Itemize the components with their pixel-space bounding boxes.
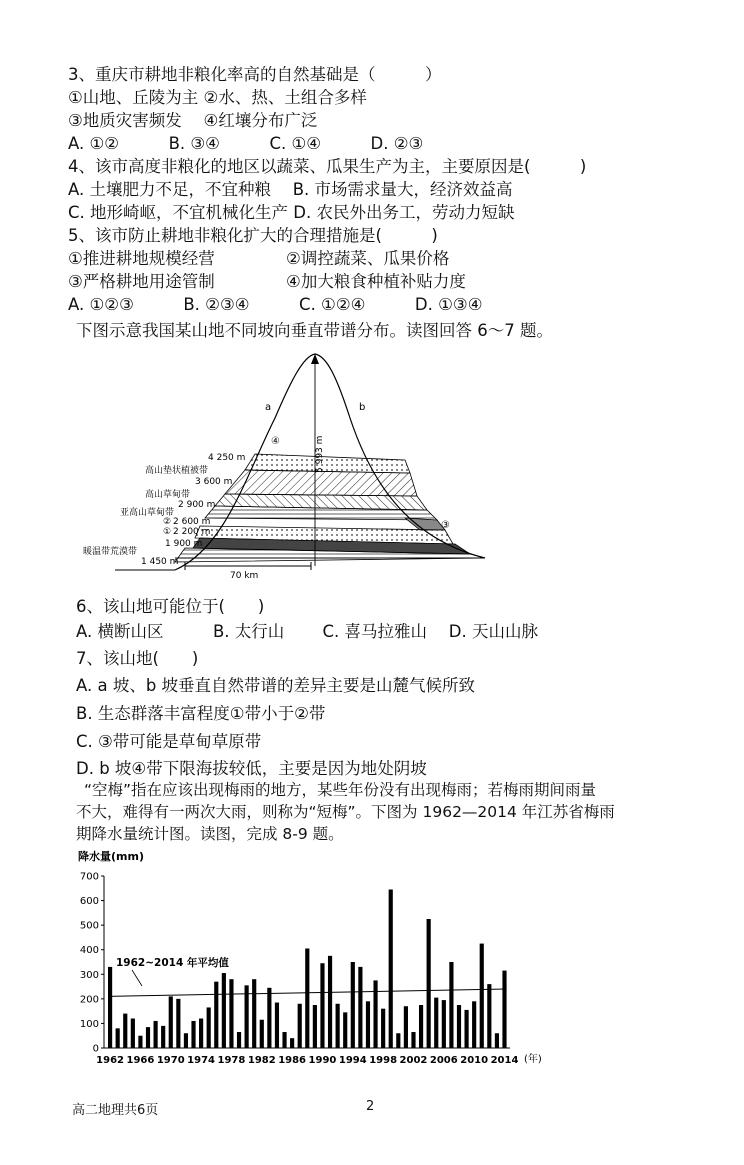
bar-1990: [320, 963, 324, 1048]
meiyu-precipitation-chart: [70, 846, 570, 1066]
x-tick-label: 1974: [187, 1055, 216, 1066]
bar-1980: [245, 985, 249, 1048]
marker-2: ②: [163, 517, 172, 527]
bar-2002: [411, 1032, 415, 1048]
x-tick-label: 1962: [96, 1055, 125, 1066]
intro-8-9-line1: “空梅”指在应该出现梅雨的地方，某些年份没有出现梅雨；若梅雨期间雨量: [84, 781, 597, 799]
x-tick-label: 1986: [278, 1055, 307, 1066]
bar-2006: [442, 1000, 446, 1048]
q6-choices: A. 横断山区 B. 太行山 C. 喜马拉雅山 D. 天山山脉: [76, 622, 538, 641]
bar-1971: [176, 999, 180, 1048]
bar-1968: [154, 1021, 158, 1048]
bar-1982: [260, 1020, 264, 1048]
bar-2010: [472, 1001, 476, 1048]
belt-alpine-meadow-label: 高山草甸带: [145, 490, 191, 500]
marker-1: ①: [163, 527, 172, 537]
bar-1991: [328, 956, 332, 1048]
x-tick-label: 1998: [369, 1055, 398, 1066]
bar-2012: [487, 984, 491, 1048]
bar-2008: [457, 1005, 461, 1048]
bar-1978: [229, 979, 233, 1048]
scale-label: 70 km: [230, 571, 259, 580]
bar-1993: [343, 1012, 347, 1048]
x-tick-label: 1982: [247, 1055, 276, 1066]
q6-stem: 6、该山地可能位于( ): [76, 597, 265, 616]
x-tick-label: 2014: [490, 1055, 519, 1066]
bar-1986: [290, 1038, 294, 1048]
x-tick-label: 1970: [156, 1055, 185, 1066]
bar-1987: [298, 1004, 302, 1048]
bar-2007: [449, 962, 453, 1048]
slope-a-label: a: [265, 402, 272, 413]
bar-1989: [313, 1005, 317, 1048]
x-tick-label: 1994: [338, 1055, 367, 1066]
intro-8-9-line3: 期降水量统计图。读图，完成 8-9 题。: [76, 825, 344, 843]
q7-option-b: B. 生态群落丰富程度①带小于②带: [76, 704, 326, 723]
bar-1988: [305, 948, 309, 1048]
q4-choices-ab: A. 土壤肥力不足，不宜种粮 B. 市场需求量大，经济效益高: [68, 180, 513, 199]
alt-2900-label: 2 900 m: [178, 500, 216, 510]
q3-options-row1: ①山地、丘陵为主 ②水、热、土组合多样: [68, 88, 367, 107]
bar-1967: [146, 1027, 150, 1048]
bar-1975: [207, 1007, 211, 1048]
q5-stem: 5、该市防止耕地非粮化扩大的合理措施是( ): [68, 226, 438, 245]
q7-option-c: C. ③带可能是草甸草原带: [76, 732, 262, 751]
intro-6-7: 下图示意我国某山地不同坡向垂直带谱分布。读图回答 6～7 题。: [76, 321, 553, 340]
q4-choices-cd: C. 地形崎岖，不宜机械化生产 D. 农民外出务工，劳动力短缺: [68, 203, 515, 222]
belt-subalpine-label: 亚高山草甸带: [120, 508, 175, 518]
bar-1964: [123, 1014, 127, 1048]
q5-options-row1: ①推进耕地规模经营 ②调控蔬菜、瓜果价格: [68, 249, 450, 268]
x-tick-label: 1966: [126, 1055, 155, 1066]
q5-options-row2: ③严格耕地用途管制 ④加大粮食种植补贴力度: [68, 272, 466, 291]
bar-1962: [108, 967, 112, 1048]
belt-alpine-cushion-label: 高山垫状植被带: [145, 466, 209, 476]
alt-1900-label: 1 900 m: [165, 539, 203, 549]
y-tick-label: 0: [92, 1043, 99, 1055]
average-label: 1962~2014 年平均值: [116, 957, 229, 969]
bar-1979: [237, 1032, 241, 1048]
bar-1974: [199, 1019, 203, 1048]
bar-1966: [138, 1036, 142, 1048]
y-tick-label: 200: [79, 994, 99, 1006]
bar-1965: [131, 1019, 135, 1048]
alt-3600-label: 3 600 m: [195, 477, 233, 487]
bar-2004: [427, 919, 431, 1048]
q7-stem: 7、该山地( ): [76, 649, 199, 668]
slope-b-label: b: [359, 402, 366, 413]
q7-option-a: A. a 坡、b 坡垂直自然带谱的差异主要是山麓气候所致: [76, 676, 476, 695]
marker-3: ③: [441, 520, 450, 531]
q3-stem: 3、重庆市耕地非粮化率高的自然基础是（ ）: [68, 65, 442, 84]
peak-height-label: 5 993 m: [315, 435, 325, 473]
bar-2001: [404, 1006, 408, 1048]
bar-2014: [502, 971, 506, 1048]
y-tick-label: 400: [79, 945, 99, 957]
alt-1450-label: 1 450 m: [141, 557, 179, 567]
x-tick-label: 2002: [399, 1055, 428, 1066]
x-tick-label: 1978: [217, 1055, 246, 1066]
x-tick-label: 2010: [460, 1055, 489, 1066]
bar-1972: [184, 1033, 188, 1048]
q4-stem: 4、该市高度非粮化的地区以蔬菜、瓜果生产为主，主要原因是( ): [68, 157, 587, 176]
q3-options-row2: ③地质灾害频发 ④红壤分布广泛: [68, 111, 318, 130]
alt-2600-label: 2 600 m: [173, 517, 211, 527]
bar-1969: [161, 1026, 165, 1048]
bar-1994: [351, 962, 355, 1048]
y-tick-label: 500: [79, 920, 99, 932]
y-tick-label: 100: [79, 1018, 99, 1030]
bar-1992: [336, 1004, 340, 1048]
page-number: 2: [366, 1099, 375, 1114]
footer-left: 高二地理共6页: [72, 1103, 159, 1118]
q5-choices: A. ①②③ B. ②③④ C. ①②④ D. ①③④: [68, 295, 483, 314]
bar-1995: [358, 967, 362, 1048]
bar-1963: [116, 1028, 120, 1048]
x-unit-label: (年): [524, 1054, 542, 1065]
bar-2013: [495, 1033, 499, 1048]
y-tick-label: 300: [79, 969, 99, 981]
marker-4: ④: [271, 436, 280, 447]
bar-2000: [396, 1033, 400, 1048]
q7-option-d: D. b 坡④带下限海拔较低，主要是因为地处阴坡: [76, 759, 427, 778]
x-tick-label: 1990: [308, 1055, 337, 1066]
average-pointer: [132, 970, 142, 986]
alt-4250-label: 4 250 m: [208, 453, 246, 463]
chart-ylabel: 降水量(mm): [78, 850, 144, 863]
y-tick-label: 700: [79, 871, 99, 883]
mountain-vertical-zone-figure: [75, 348, 495, 580]
bar-1997: [373, 980, 377, 1048]
bar-1973: [191, 1021, 195, 1048]
bar-1970: [169, 996, 173, 1048]
bar-1985: [282, 1032, 286, 1048]
bar-1996: [366, 1001, 370, 1048]
bar-2009: [464, 1010, 468, 1048]
intro-8-9-line2: 不大，难得有一两次大雨，则称为“短梅”。下图为 1962—2014 年江苏省梅雨: [76, 803, 615, 821]
q3-choices: A. ①② B. ③④ C. ①④ D. ②③: [68, 134, 424, 153]
x-tick-label: 2006: [429, 1055, 458, 1066]
bar-1984: [275, 1003, 279, 1048]
belt-warm-desert-label: 暖温带荒漠带: [83, 547, 138, 557]
bar-1977: [222, 973, 226, 1048]
bar-1998: [381, 1009, 385, 1048]
bar-2011: [480, 944, 484, 1048]
bar-1981: [252, 979, 256, 1048]
bar-1976: [214, 982, 218, 1048]
bar-1983: [267, 988, 271, 1048]
bar-2005: [434, 998, 438, 1048]
bar-2003: [419, 1005, 423, 1048]
bar-1999: [389, 890, 393, 1048]
y-tick-label: 600: [79, 896, 99, 908]
alt-2200-label: 2 200 m: [173, 527, 211, 537]
